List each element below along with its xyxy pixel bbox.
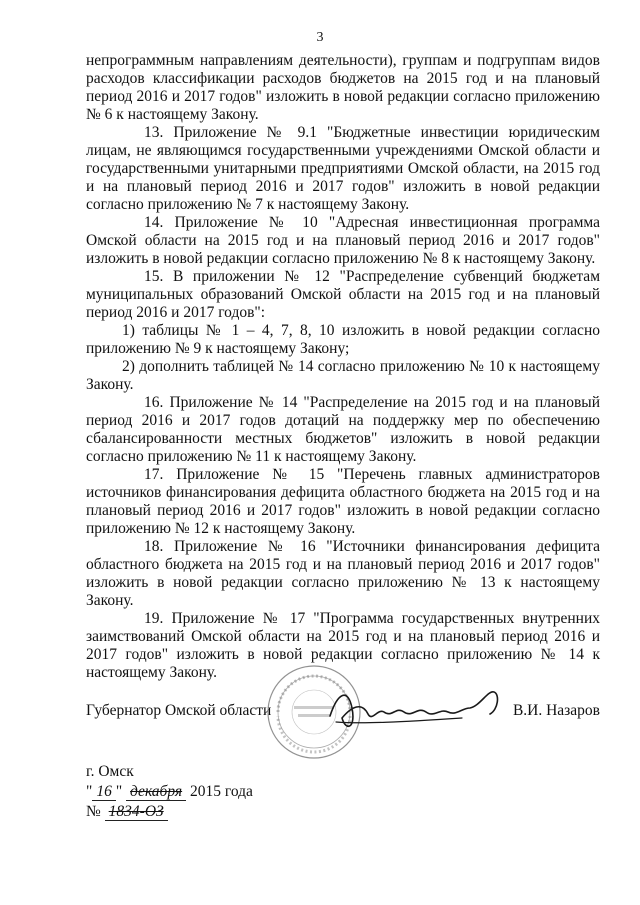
handwritten-signature xyxy=(322,678,512,742)
paragraph: непрограммным направлениям деятельности), группам и подгруппам видов расходов классификации расходов бюджетов на 2015 год и на плановый период 2016 и 2017 годов" изложить в новой редакции согласно приложению № 6 к настоящему Закону. xyxy=(86,52,600,123)
paragraph: 14. Приложение № 10 "Адресная инвестиционная программа Омской области на 2015 год и на плановый период 2016 и 2017 годов" изложить в новой редакции согласно приложению № 8 к настоящему Закону. xyxy=(86,214,600,267)
page-number: 3 xyxy=(316,30,324,45)
city: г. Омск xyxy=(86,763,134,780)
law-number-line xyxy=(86,802,253,822)
paragraph: 17. Приложение № 15 "Перечень главных администраторов источников финансирования дефицита областного бюджета на 2015 год и на плановый период 2016 и 2017 годов" изложить в новой редакции согласно приложению № 12 к настоящему Закону. xyxy=(86,466,600,537)
paragraph: 2) дополнить таблицей № 14 согласно приложению № 10 к настоящему Закону. xyxy=(86,358,600,393)
date-line: " 16 " декабря 2015 года xyxy=(86,783,253,800)
signature-block xyxy=(86,702,600,742)
number-sign: № xyxy=(86,803,101,820)
law-number: 1834-ОЗ xyxy=(105,803,168,821)
paragraph: 16. Приложение № 14 "Распределение на 2015 год и на плановый период 2016 и 2017 годов дотаций на поддержку мер по обеспечению сбалансированности местных бюджетов" изложить в новой редакции согласно приложению № 11 к настоящему Закону. xyxy=(86,394,600,465)
place-and-date xyxy=(86,762,253,822)
document-body xyxy=(86,52,600,682)
date-month: декабря xyxy=(126,783,186,801)
paragraph: 1) таблицы № 1 – 4, 7, 8, 10 изложить в новой редакции согласно приложению № 9 к настоящему Закону; xyxy=(86,322,600,357)
paragraph: 18. Приложение № 16 "Источники финансирования дефицита областного бюджета на 2015 год и на плановый период 2016 и 2017 годов" изложить в новой редакции согласно приложению № 13 к настоящему Закону. xyxy=(86,538,600,609)
date-year: 2015 года xyxy=(189,783,253,800)
date-day: 16 xyxy=(92,783,116,801)
signatory-title: Губернатор Омской области xyxy=(86,702,272,719)
paragraph: 13. Приложение № 9.1 "Бюджетные инвестиции юридическим лицам, не являющимся государственными учреждениями Омской области и государственными унитарными предприятиями Омской области, на 2015 год и на плановый период 2016 и 2017 годов" изложить в новой редакции согласно приложению № 7 к настоящему Закону. xyxy=(86,124,600,213)
paragraph: 19. Приложение № 17 "Программа государственных внутренних заимствований Омской области на 2015 год и на плановый период 2016 и 2017 годов" изложить в новой редакции согласно приложению № 14 к настоящему Закону. xyxy=(86,610,600,681)
paragraph: 15. В приложении № 12 "Распределение субвенций бюджетам муниципальных образований Омской области на 2015 год и на плановый период 2016 и 2017 годов": xyxy=(86,268,600,321)
signatory-name: В.И. Назаров xyxy=(512,702,600,719)
